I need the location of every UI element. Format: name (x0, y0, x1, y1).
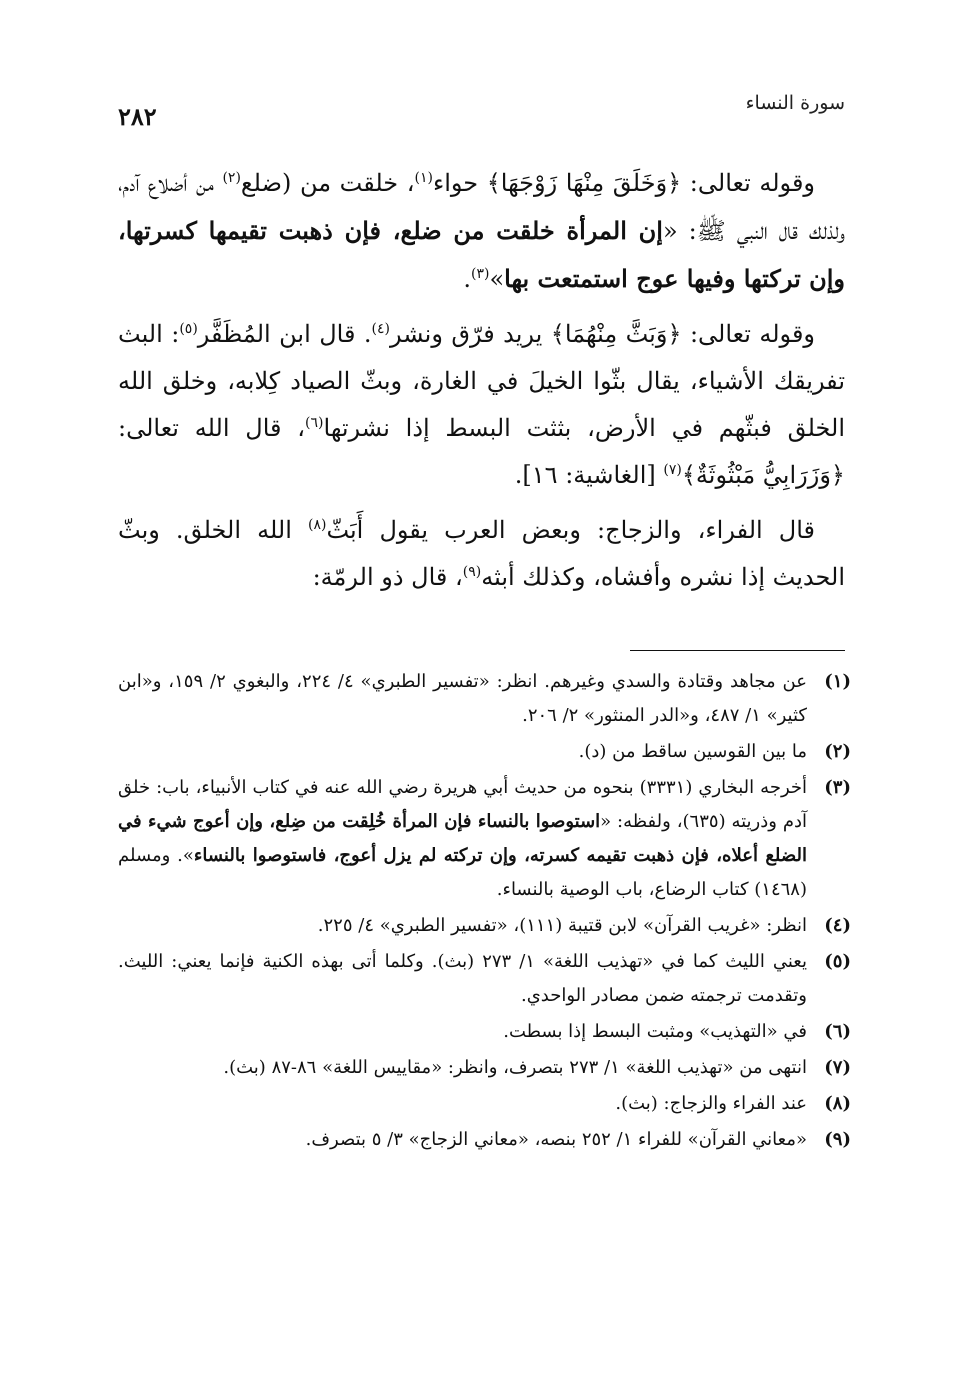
footnote-number: (٥) (824, 951, 851, 972)
footnote-text: عن مجاهد وقتادة والسدي وغيرهم. انظر: «تفسير الطبري» ٤/ ٢٢٤، والبغوي ٢/ ١٥٩، و«ابن كثير» ١/ ٤٨٧، و«الدر المنثور» ٢/ ٢٠٦. (118, 671, 807, 726)
page-number: ٢٨٢ (118, 102, 157, 131)
paragraph-3 (118, 507, 845, 601)
paragraph-2 (118, 311, 845, 499)
footnote-5 (118, 945, 851, 1013)
footnote-number: (٩) (824, 1129, 851, 1150)
footnote-ref: (٧) (663, 462, 682, 478)
main-text (118, 160, 845, 609)
footnote-text: انظر: «غريب القرآن» لابن قتيبة (١١١)، «تفسير الطبري» ٤/ ٢٢٥. (317, 915, 807, 936)
footnote-text: يعني الليث كما في «تهذيب اللغة» ١/ ٢٧٣ (بث). وكلما أتى بهذه الكنية فإنما يعني: الليث. وتقدمت ترجمته ضمن مصادر الواحدي. (118, 951, 807, 1006)
text-run: وقوله تعالى: ﴿وَبَثَّ مِنْهُمَا﴾ يريد فرّق ونشر (389, 320, 816, 348)
footnote-3 (118, 771, 851, 907)
footnote-ref: (٤) (371, 321, 390, 337)
paragraph-1 (118, 160, 845, 303)
footnote-text: «معاني القرآن» للفراء ١/ ٢٥٢ بنصه، «معاني الزجاج» ٣/ ٥ بتصرف. (305, 1129, 807, 1150)
surah-title: سورة النساء (745, 92, 845, 114)
footnote-ref: (٦) (305, 415, 324, 431)
footnote-text (118, 771, 807, 907)
text-run: ، قال الله تعالى: ﴿وَزَرَابِيُّ مَبْثُوثَةٌ﴾ (118, 414, 845, 489)
footnote-number: (٤) (824, 915, 851, 936)
footnote-2 (118, 735, 851, 769)
text-run: : البث تفريقك الأشياء، يقال بثّوا الخيلَ في الغارة، وبثّ الصياد كِلابه، وخلق الله الخلق فبثّهم في الأرض، بثثت البسط إذا نشرتها (118, 320, 845, 442)
footnote-number: (٧) (824, 1057, 851, 1078)
footnote-text: انتهى من «تهذيب اللغة» ١/ ٢٧٣ بتصرف، وانظر: «مقاييس اللغة» ٨٦-٨٧ (بث). (223, 1057, 807, 1078)
hadith-text: استوصوا بالنساء فإن المرأة خُلِقت من ضِلع، وإن أعوج شيء في الضلع أعلاه، فإن ذهبت تقيمه كسرته، وإن تركته لم يزل أعوج، فاستوصوا بالنساء (118, 811, 807, 866)
footnote-text: ما بين القوسين ساقط من (د). (578, 741, 807, 762)
footnote-number: (٢) (824, 741, 851, 762)
footnote-ref: (٥) (179, 321, 198, 337)
footnote-8 (118, 1087, 851, 1121)
footnote-number: (٣) (824, 777, 851, 798)
footnote-text: في «التهذيب» ومثبت البسط إذا بسطت. (503, 1021, 807, 1042)
footnote-ref: (٢) (222, 170, 241, 186)
footnote-ref: (٩) (462, 564, 482, 580)
footnote-9 (118, 1123, 851, 1157)
text-run: [الغاشية: ١٦]. (514, 461, 664, 489)
text-run: من أضلاع آدم، ولذلك قال النبي ﷺ: « (118, 169, 846, 245)
footnote-7 (118, 1051, 851, 1085)
footnote-4 (118, 909, 851, 943)
footnote-6 (118, 1015, 851, 1049)
text-run: الله الخلق. وبثّ الحديث إذا نشره وأفشاه، وكذلك أبثه (118, 516, 845, 591)
text-run: قال الفراء، والزجاج: وبعض العرب يقول أَبَثّ (326, 516, 816, 544)
text-run: أخرجه البخاري (٣٣٣١) بنحوه من حديث أبي هريرة رضي الله عنه في كتاب الأنبياء، باب: خلق آدم وذريته (٦٣٥)، ولفظه: « (118, 777, 808, 832)
footnotes (118, 665, 851, 1159)
text-run: ، خلقت من (ضلع (240, 169, 415, 197)
text-run: ». ومسلم (١٤٦٨) كتاب الرضاع، باب الوصية بالنساء. (118, 845, 807, 900)
footnote-ref: (١) (414, 170, 433, 186)
footnote-text: عند الفراء والزجاج: (بث). (615, 1093, 807, 1114)
footnote-ref: (٨) (307, 517, 327, 533)
text-run: وقوله تعالى: ﴿وَخَلَقَ مِنْهَا زَوْجَهَا﴾ حواء (432, 169, 816, 197)
text-run: » (489, 265, 505, 293)
footnote-number: (٦) (824, 1021, 851, 1042)
footnote-1 (118, 665, 851, 733)
hadith-text: إن المرأة خلقت من ضلع، فإن ذهبت تقيمها كسرتها، وإن تركتها وفيها عوج استمتعت بها (118, 216, 845, 293)
footnote-number: (١) (824, 671, 851, 692)
footnote-ref: (٣) (470, 266, 490, 282)
text-run: . قال ابن المُظَفَّر (197, 320, 372, 348)
footnote-divider (630, 650, 845, 651)
text-run: . (463, 265, 471, 293)
text-run: ، قال ذو الرمّة: (312, 563, 463, 591)
footnote-number: (٨) (824, 1093, 851, 1114)
page-header (118, 92, 845, 132)
